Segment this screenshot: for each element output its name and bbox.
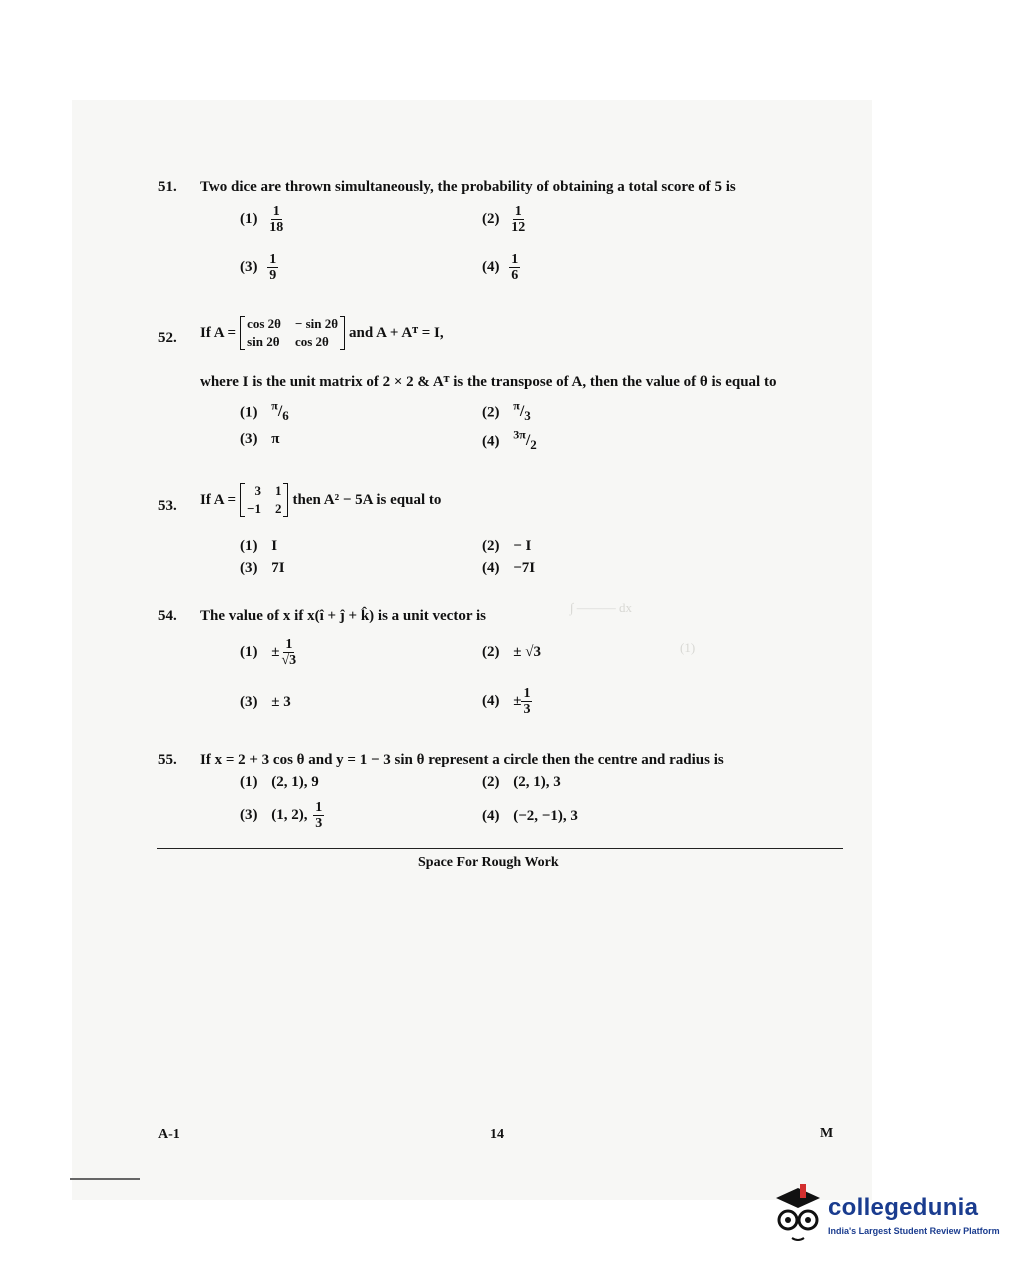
footer-left: A-1 [158, 1127, 180, 1142]
denominator: 12 [511, 220, 526, 235]
denominator: 9 [269, 268, 277, 283]
option-3 [240, 694, 291, 711]
question-prefix: If A = [200, 491, 237, 508]
option-label: (4) [482, 433, 500, 450]
option-label: (2) [482, 538, 500, 554]
rough-work-label: Space For Rough Work [418, 855, 559, 870]
question-matrix-line [200, 316, 444, 350]
matrix-a [240, 316, 345, 350]
option-4 [482, 686, 532, 717]
denominator: 18 [269, 220, 284, 235]
option-1 [240, 399, 289, 425]
option-label: (1) [240, 774, 258, 790]
option-label: (2) [482, 774, 500, 790]
option-value: (2, 1), 3 [513, 774, 561, 790]
option-2 [482, 204, 527, 235]
option-label: (3) [240, 806, 258, 823]
logo-tagline: India's Largest Student Review Platform [828, 1226, 1000, 1236]
matrix-cell: 2 [274, 501, 282, 516]
matrix-a [240, 483, 288, 517]
option-label: (4) [482, 258, 500, 275]
option-label: (1) [240, 643, 258, 660]
option-label: (3) [240, 431, 258, 447]
numerator: 1 [315, 800, 323, 815]
numerator: 1 [285, 637, 293, 652]
option-2 [482, 644, 541, 661]
fraction [267, 204, 285, 235]
fraction-bottom: 2 [530, 437, 537, 453]
scanned-page [72, 100, 872, 1200]
question-number: 52. [158, 330, 177, 346]
option-2 [482, 538, 531, 555]
fraction [267, 252, 278, 283]
option-2 [482, 774, 561, 791]
option-label: (3) [240, 258, 258, 275]
numerator: 1 [514, 204, 522, 219]
option-3 [240, 560, 285, 577]
question-number: 54. [158, 608, 177, 624]
fraction-bottom: 6 [282, 408, 289, 424]
option-4 [482, 808, 578, 825]
slash-fraction: $^\pi/_3$ [513, 399, 531, 424]
fraction [509, 204, 527, 235]
option-value: I [271, 538, 278, 554]
fraction [313, 800, 324, 831]
option-label: (2) [482, 210, 500, 227]
option-3 [240, 252, 278, 283]
option-1 [240, 538, 277, 555]
option-value: −7I [513, 560, 536, 576]
footer-right: M [820, 1126, 834, 1141]
option-label: (3) [240, 694, 258, 710]
option-value: (2, 1), 9 [271, 774, 319, 790]
sign: ± [513, 692, 522, 709]
option-value: 7I [271, 560, 285, 576]
denominator: 3 [523, 702, 531, 717]
option-value: ± 3 [271, 694, 291, 710]
denominator: √3 [281, 653, 297, 668]
option-label: (4) [482, 692, 500, 709]
option-2 [482, 399, 531, 425]
option-value: ± √3 [513, 644, 541, 660]
option-1 [240, 774, 319, 791]
option-1 [240, 204, 285, 235]
question-matrix-line [200, 483, 441, 517]
divider [157, 848, 843, 849]
numerator: 1 [272, 204, 280, 219]
logo-wordmark: collegedunia [828, 1194, 979, 1221]
option-value: (−2, −1), 3 [513, 808, 578, 824]
fraction [521, 686, 532, 717]
bleed-through-mark: (1) [680, 640, 696, 655]
fraction-top: π [271, 399, 278, 413]
matrix-cell: − sin 2θ [294, 316, 339, 331]
numerator: 1 [269, 252, 277, 267]
matrix-cell: 3 [254, 483, 261, 498]
question-suffix: then A² − 5A is equal to [292, 491, 442, 508]
question-number: 55. [158, 752, 177, 768]
option-label: (4) [482, 560, 500, 576]
matrix-cell: cos 2θ [294, 334, 329, 349]
option-label: (2) [482, 644, 500, 660]
option-4 [482, 428, 537, 454]
question-text: The value of x if x(î + ĵ + k̂) is a unit vector is [200, 608, 486, 624]
option-label: (3) [240, 560, 258, 576]
question-number: 51. [158, 179, 177, 195]
numerator: 1 [511, 252, 519, 267]
option-label: (2) [482, 404, 500, 421]
collegedunia-logo [770, 1180, 1000, 1250]
option-3 [240, 800, 324, 831]
option-label: (1) [240, 538, 258, 554]
option-3 [240, 431, 279, 448]
numerator: 1 [523, 686, 531, 701]
option-value: − I [513, 538, 532, 554]
page-number: 14 [490, 1127, 504, 1142]
fraction-top: 3π [513, 428, 526, 442]
matrix-cell: 1 [274, 483, 282, 498]
matrix-cell: −1 [247, 501, 261, 516]
denominator: 6 [511, 268, 519, 283]
sign: ± [271, 643, 280, 660]
option-4 [482, 560, 535, 577]
slash-fraction: $^\pi/_6$ [271, 399, 289, 424]
fraction [509, 252, 520, 283]
matrix-cell: cos 2θ [247, 316, 281, 331]
matrix-cell: sin 2θ [247, 334, 280, 349]
denominator: 3 [315, 816, 323, 831]
question-text: Two dice are thrown simultaneously, the probability of obtaining a total score of 5 is [200, 179, 736, 195]
option-label: (4) [482, 808, 500, 824]
option-1 [240, 637, 298, 668]
question-text: If x = 2 + 3 cos θ and y = 1 − 3 sin θ represent a circle then the centre and radius is [200, 752, 724, 768]
option-label: (1) [240, 210, 258, 227]
fraction [279, 637, 298, 668]
question-prefix: If A = [200, 324, 237, 341]
bleed-through-mark: ∫ ——— dx [570, 600, 633, 615]
slash-fraction: $^{3\pi}/_2$ [513, 428, 537, 453]
option-4 [482, 252, 520, 283]
mascot-icon [770, 1180, 826, 1250]
question-text: where I is the unit matrix of 2 × 2 & Aᵀ is the transpose of A, then the value of θ is equal to [200, 374, 777, 390]
option-value: π [271, 431, 280, 447]
question-number: 53. [158, 498, 177, 514]
option-value: (1, 2), [271, 806, 308, 823]
fraction-bottom: 3 [524, 408, 531, 424]
option-label: (1) [240, 404, 258, 421]
question-suffix: and A + Aᵀ = I, [349, 324, 444, 341]
fraction-top: π [513, 399, 520, 413]
scan-edge-mark [70, 1178, 140, 1180]
